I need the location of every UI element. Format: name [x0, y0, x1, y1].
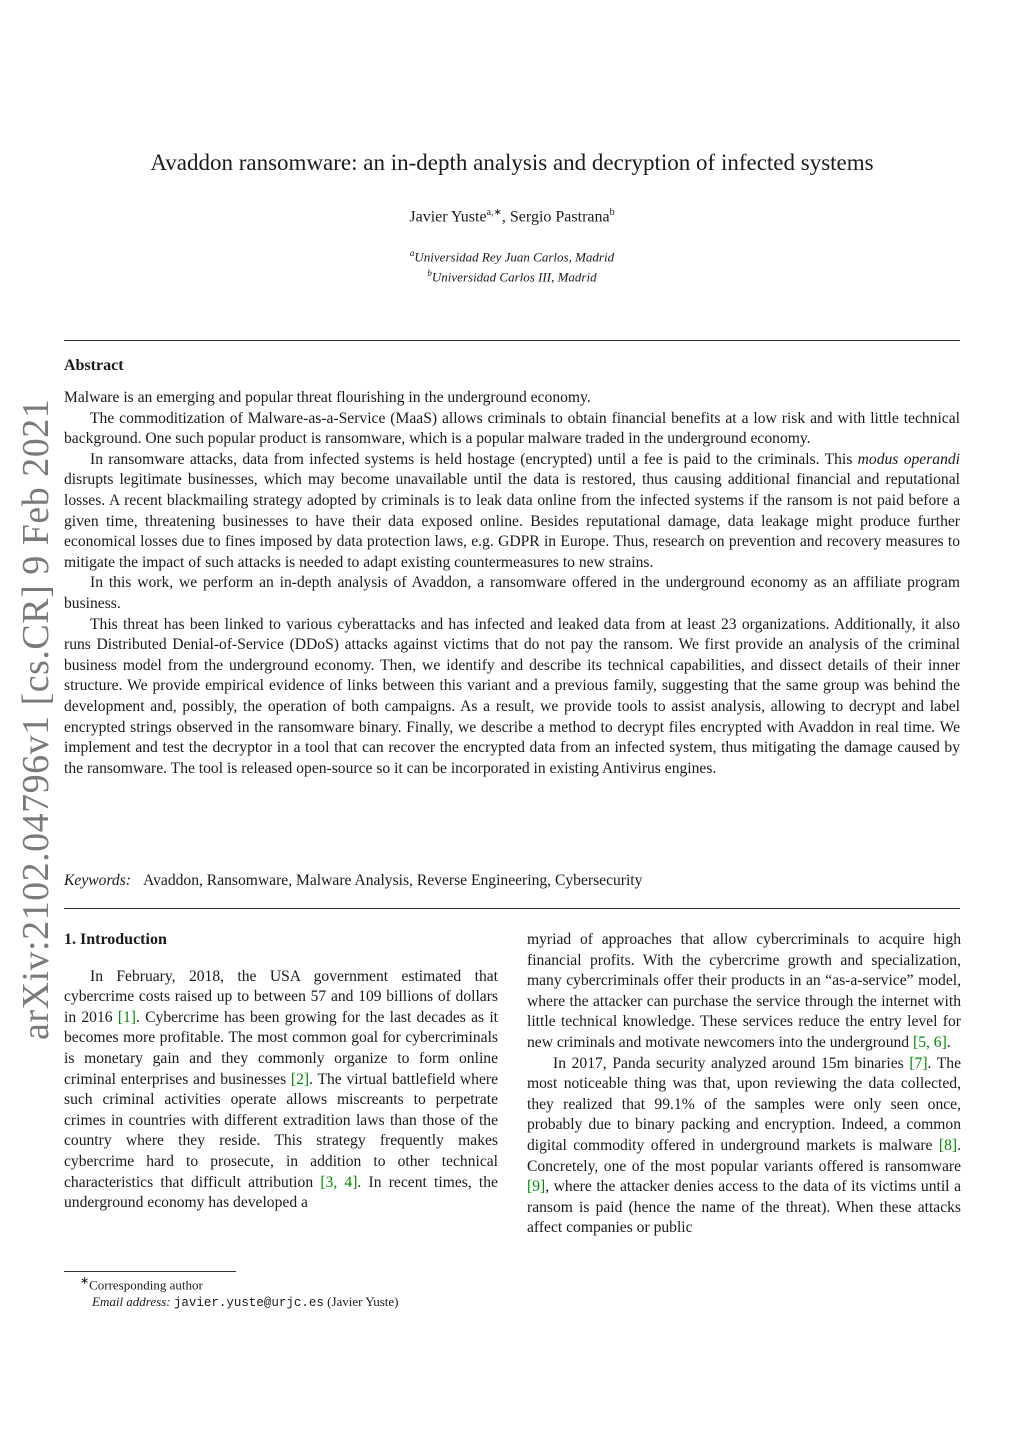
- affil-mark: a: [409, 248, 415, 258]
- affiliations: [64, 245, 960, 286]
- affiliation: [64, 265, 960, 285]
- section-heading: 1. Introduction: [64, 931, 167, 948]
- text-run: . The virtual battlefield where such criminal activities operate allows miscreants to perpetrate crimes in countries with different extradition laws than those of the country where they reside. This strategy frequently makes cybercrime hard to prosecute, in addition to other technical characteristics that difficult attribution: [64, 1070, 499, 1191]
- author-line: [64, 207, 960, 226]
- email-address[interactable]: javier.yuste@urjc.es: [173, 1296, 324, 1311]
- text-run: , where the attacker denies access to the data of its victims until a ransom is paid (hence the name of the threat). When these attacks affect companies or public: [527, 1178, 961, 1237]
- column-left: [64, 930, 498, 1214]
- affil-name: Universidad Rey Juan Carlos, Madrid: [414, 249, 615, 265]
- citation-link[interactable]: [7]: [909, 1054, 928, 1072]
- abstract-body: [64, 388, 960, 779]
- keywords: [64, 872, 960, 890]
- text-run: . In recent times, the underground economy has developed a: [64, 1173, 498, 1212]
- divider-top: [64, 340, 960, 341]
- abstract-paragraph: Malware is an emerging and popular threat flourishing in the underground economy.: [64, 389, 591, 406]
- citation-link[interactable]: [3, 4]: [320, 1173, 358, 1191]
- citation-link[interactable]: [2]: [290, 1070, 310, 1088]
- column-right: [527, 930, 961, 1239]
- footnote-corresponding: [64, 1273, 498, 1293]
- footnotes: [64, 1273, 498, 1312]
- footnote-text: Corresponding author: [89, 1277, 203, 1293]
- abstract-paragraph: In this work, we perform an in-depth analysis of Avaddon, a ransomware offered in the underground economy as an affiliate program business.: [64, 574, 960, 612]
- body-paragraph: [64, 967, 498, 1214]
- author-name: Javier Yuste: [409, 208, 487, 226]
- citation-link[interactable]: [1]: [117, 1008, 136, 1026]
- affil-mark: b: [427, 268, 432, 279]
- citation-link[interactable]: [5, 6]: [913, 1033, 947, 1051]
- body-paragraph: [527, 1054, 961, 1239]
- text-run: disrupts legitimate businesses, which may become unavailable until the data is restored, thus causing additional financial and reputational losses. A recent blackmailing strategy adopted by criminals is to leak data online from the infected systems if the ransom is not paid before a given time, threatening businesses to have their data exposed online. Besides reputational damage, data leakage might produce further economical losses due to fines imposed by data protection laws, e.g. GDPR in Europe. Thus, research on prevention and recovery measures to mitigate the impact of such attacks is needed to adapt existing countermeasures to new strains.: [64, 471, 960, 571]
- author-name: Sergio Pastrana: [509, 208, 610, 226]
- affiliation: [64, 245, 960, 265]
- footnote-email: [64, 1293, 498, 1312]
- text-run: .: [946, 1033, 951, 1051]
- divider-bottom: [64, 908, 960, 909]
- text-run: In February, 2018, the USA government estimated that cybercrime costs raised up to between 57 and 109 billions of dollars in 2016: [64, 967, 498, 1026]
- text-run: In ransomware attacks, data from infected systems is held hostage (encrypted) until a fee is paid to the criminals. This: [90, 450, 858, 468]
- keywords-value: Avaddon, Ransomware, Malware Analysis, Reverse Engineering, Cybersecurity: [143, 872, 643, 889]
- email-label: Email address:: [92, 1294, 171, 1310]
- email-owner: (Javier Yuste): [327, 1294, 399, 1310]
- abstract-paragraph: The commoditization of Malware-as-a-Service (MaaS) allows criminals to obtain financial benefits at a low risk and with little technical background. One such popular product is ransomware, which is a popular malware traded in the underground economy.: [64, 409, 960, 448]
- abstract-paragraph: This threat has been linked to various cyberattacks and has infected and leaked data from at least 23 organizations. Additionally, it also runs Distributed Denial-of-Service (DDoS) attacks against victims that do not pay the ransom. We first provide an analysis of the criminal business model from the underground economy. Then, we identify and describe its technical capabilities, and dissect details of their inner structure. We provide empirical evidence of links between this variant and a previous family, suggesting that the same group was behind the development and, possibly, the operation of both campaigns. As a result, we provide tools to assist analysis, allowing to decrypt and label encrypted strings observed in the ransomware binary. Finally, we describe a method to decrypt files encrypted with Avaddon in real time. We implement and test the decryptor in a tool that can recover the encrypted data from an infected system, thus mitigating the damage caused by the ransomware. The tool is released open-source so it can be incorporated in existing Antivirus engines.: [64, 615, 960, 777]
- footnote-mark: ∗: [80, 1275, 90, 1287]
- citation-link[interactable]: [8]: [938, 1136, 958, 1154]
- paper-title: Avaddon ransomware: an in-depth analysis and decryption of infected systems: [150, 150, 874, 175]
- arxiv-stamp: arXiv:2102.04796v1 [cs.CR] 9 Feb 2021: [15, 398, 57, 1040]
- body-paragraph: [527, 930, 961, 1054]
- author-affil-mark: b: [609, 207, 615, 218]
- author-separator: ,: [501, 208, 510, 226]
- author-affil-mark: a,∗: [486, 207, 502, 218]
- text-run: myriad of approaches that allow cybercriminals to acquire high financial profits. With the cybercrime growth and specialization, many cybercriminals offer their products in an “as-a-service” model, where the attacker can purchase the service through the internet with little technical knowledge. These services reduce the entry level for new criminals and motivate newcomers into the underground: [527, 931, 961, 1051]
- text-run: In 2017, Panda security analyzed around 15m binaries: [553, 1054, 910, 1072]
- footnote-rule: [64, 1271, 236, 1272]
- text-run: . Concretely, one of the most popular variants offered is ransomware: [527, 1136, 961, 1175]
- abstract-paragraph: [64, 450, 960, 574]
- italic-term: modus operandi: [857, 450, 960, 468]
- text-run: . Cybercrime has been growing for the last decades as it becomes more profitable. The most common goal for cybercriminals is monetary gain and they commonly organize to form online criminal enterprises and businesses: [64, 1008, 498, 1088]
- abstract-heading: Abstract: [64, 357, 124, 374]
- affil-name: Universidad Carlos III, Madrid: [431, 269, 597, 285]
- keywords-label: Keywords:: [64, 872, 131, 889]
- citation-link[interactable]: [9]: [527, 1178, 546, 1196]
- text-run: . The most noticeable thing was that, upon reviewing the data collected, they realized that 99.1% of the samples were only seen once, probably due to binary packing and encryption. Indeed, a common digital commodity offered in underground markets is malware: [527, 1054, 961, 1154]
